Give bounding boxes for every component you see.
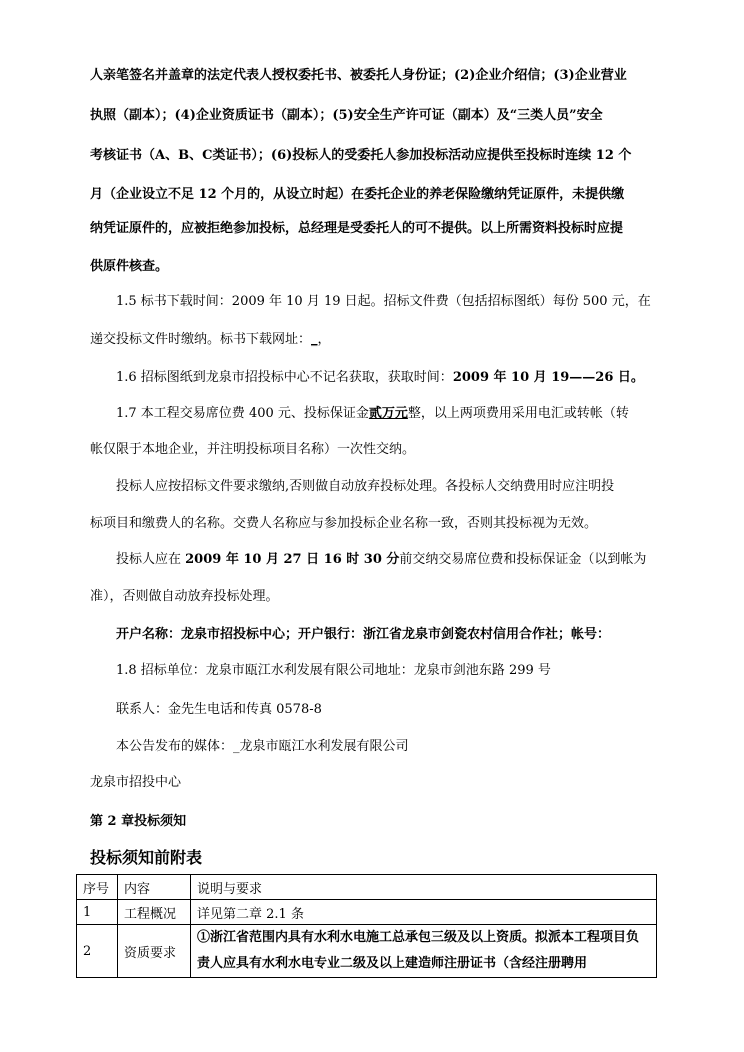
table-title: 投标须知前附表 xyxy=(90,848,203,867)
header-item: 内容 xyxy=(118,875,191,900)
intro-line-6: 供原件核查。 xyxy=(90,259,169,274)
row-desc: ①浙江省范围内具有水利水电施工总承包三级及以上资质。拟派本工程项目负责人应具有水利水电专业二级及以上建造师注册证书（含经注册聘用 xyxy=(191,925,657,978)
deadline-prefix: 投标人应在 xyxy=(116,552,186,567)
intro-line-5: 纳凭证原件的，应被拒绝参加投标，总经理是受委托人的可不提供。以上所需资料投标时应提 xyxy=(90,221,624,236)
download-url-blank: _ xyxy=(311,332,318,347)
row-desc: 详见第二章 2.1 条 xyxy=(191,900,657,925)
row-item: 资质要求 xyxy=(118,925,191,978)
deadline-line-1 xyxy=(116,550,684,569)
chapter-title: 第 2 章投标须知 xyxy=(90,814,187,829)
deadline-time: 2009 年 10 月 27 日 16 时 30 分 xyxy=(185,552,400,567)
deposit-amount: 贰万元 xyxy=(368,406,408,421)
intro-line-2: 执照（副本）；(4)企业资质证书（副本）；(5)安全生产许可证（副本）及“三类人员”安全 xyxy=(90,108,603,123)
intro-line-3: 考核证书（A、B、C类证书）；(6)投标人的受委托人参加投标活动应提供至投标时连续 12 个 xyxy=(90,148,632,163)
issuer: 龙泉市招投中心 xyxy=(90,775,182,790)
section-1-5-line-1: 1.5 标书下载时间：2009 年 10 月 19 日起。招标文件费（包括招标图纸）每份 500 元，在 xyxy=(116,294,651,309)
s1-7-suffix: 整，以上两项费用采用电汇或转帐（转 xyxy=(407,406,629,421)
table-row xyxy=(77,900,657,925)
publication-media: 本公告发布的媒体：_龙泉市瓯江水利发展有限公司 xyxy=(116,739,409,754)
section-1-5-line-2 xyxy=(90,330,658,349)
payment-note-line-1: 投标人应按招标文件要求缴纳,否则做自动放弃投标处理。各投标人交纳费用时应注明投 xyxy=(116,479,615,494)
requirements-table xyxy=(76,874,657,978)
s1-6-text: 1.6 招标图纸到龙泉市招投标中心不记名获取，获取时间： xyxy=(116,370,453,385)
download-punct: ， xyxy=(317,332,331,347)
intro-line-4: 月（企业设立不足 12 个月的，从设立时起）在委托企业的养老保险缴纳凭证原件，未提供缴 xyxy=(90,187,625,202)
s1-6-dates: 2009 年 10 月 19——26 日。 xyxy=(452,370,644,385)
contact-info: 联系人：金先生电话和传真 0578-8 xyxy=(116,702,322,717)
account-info: 开户名称：龙泉市招投标中心；开户银行：浙江省龙泉市剑瓷农村信用合作社；帐号： xyxy=(116,627,611,642)
download-label: 递交投标文件时缴纳。标书下载网址： xyxy=(90,332,312,347)
deadline-line-2: 准），否则做自动放弃投标处理。 xyxy=(90,589,279,604)
deadline-suffix: 前交纳交易席位费和投标保证金（以到帐为 xyxy=(399,552,647,567)
section-1-6 xyxy=(116,368,684,387)
section-1-7-line-2: 帐仅限于本地企业，并注明投标项目名称）一次性交纳。 xyxy=(90,442,416,457)
section-1-8: 1.8 招标单位：龙泉市瓯江水利发展有限公司地址：龙泉市剑池东路 299 号 xyxy=(116,663,551,678)
section-1-7-line-1 xyxy=(116,404,684,423)
payment-note-line-2: 标项目和缴费人的名称。交费人名称应与参加投标企业名称一致，否则其投标视为无效。 xyxy=(90,516,598,531)
table-header-row xyxy=(77,875,657,900)
row-no: 1 xyxy=(77,900,118,925)
intro-line-1: 人亲笔签名并盖章的法定代表人授权委托书、被委托人身份证；(2)企业介绍信；(3)企业营业 xyxy=(90,68,627,83)
header-desc: 说明与要求 xyxy=(191,875,657,900)
s1-7-text: 1.7 本工程交易席位费 400 元、投标保证金 xyxy=(116,406,369,421)
row-no: 2 xyxy=(77,925,118,978)
row-item: 工程概况 xyxy=(118,900,191,925)
header-no: 序号 xyxy=(77,875,118,900)
table-row xyxy=(77,925,657,978)
